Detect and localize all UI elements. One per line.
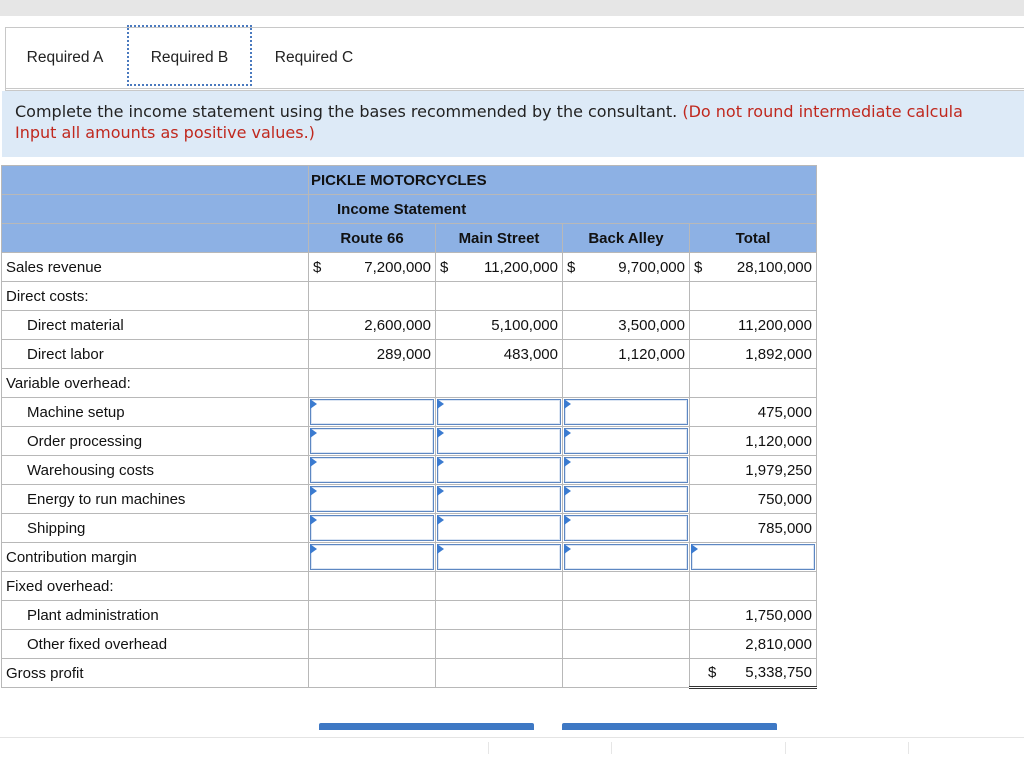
row-direct-costs (2, 282, 817, 311)
input-cell-route-66[interactable] (309, 485, 436, 514)
cell-value: 1,120,000 (563, 340, 690, 369)
row-label: Direct material (2, 311, 309, 340)
input-marker-icon (437, 515, 444, 525)
input-marker-icon (310, 457, 317, 467)
input-marker-icon (437, 428, 444, 438)
previous-button[interactable] (319, 723, 534, 730)
cell-value: $ 7,200,000 (309, 253, 436, 282)
company-header-row (2, 166, 817, 195)
row-label: Plant administration (2, 601, 309, 630)
input-cell-main-street[interactable] (436, 485, 563, 514)
row-label: Energy to run machines (2, 485, 309, 514)
row-label: Fixed overhead: (2, 572, 309, 601)
cell-value: 2,600,000 (309, 311, 436, 340)
input-cell-back-alley[interactable] (563, 456, 690, 485)
input-marker-icon (564, 486, 571, 496)
row-order-processing (2, 427, 817, 456)
next-button[interactable] (562, 723, 777, 730)
cell-value: 3,500,000 (563, 311, 690, 340)
input-cell-back-alley[interactable] (563, 485, 690, 514)
income-statement-table (1, 165, 817, 689)
input-marker-icon (437, 486, 444, 496)
input-marker-icon (310, 486, 317, 496)
row-warehousing-costs (2, 456, 817, 485)
input-marker-icon (564, 399, 571, 409)
row-contribution-margin (2, 543, 817, 572)
input-marker-icon (310, 428, 317, 438)
title-header-row (2, 195, 817, 224)
cell-total: 1,979,250 (690, 456, 817, 485)
instruction-text: Complete the income statement using the bases recommended by the consultant. (15, 102, 678, 121)
input-cell-main-street[interactable] (436, 456, 563, 485)
currency-symbol: $ (313, 258, 322, 276)
tab-required-b[interactable]: Required B (127, 25, 252, 86)
cell-value: 483,000 (436, 340, 563, 369)
row-fixed-overhead (2, 572, 817, 601)
tab-required-c[interactable]: Required C (274, 49, 354, 66)
cell-value: 289,000 (309, 340, 436, 369)
statement-title: Income Statement (309, 195, 817, 224)
row-direct-labor (2, 340, 817, 369)
footer-divider (785, 742, 786, 754)
row-other-fixed-overhead (2, 630, 817, 659)
input-marker-icon (310, 515, 317, 525)
cell-total: 1,750,000 (690, 601, 817, 630)
input-marker-icon (310, 399, 317, 409)
cell-total: 750,000 (690, 485, 817, 514)
footer-divider (611, 742, 612, 754)
cell-value: $ 28,100,000 (690, 253, 817, 282)
cell-value: $ 9,700,000 (563, 253, 690, 282)
input-cell-route-66[interactable] (309, 427, 436, 456)
row-label: Warehousing costs (2, 456, 309, 485)
input-cell-route-66[interactable] (309, 543, 436, 572)
company-name: PICKLE MOTORCYCLES (309, 166, 817, 195)
input-cell-main-street[interactable] (436, 398, 563, 427)
row-label: Machine setup (2, 398, 309, 427)
row-direct-material (2, 311, 817, 340)
input-cell-main-street[interactable] (436, 427, 563, 456)
footer-divider (908, 742, 909, 754)
row-shipping (2, 514, 817, 543)
currency-symbol: $ (708, 664, 717, 681)
row-plant-administration (2, 601, 817, 630)
cell-total: 475,000 (690, 398, 817, 427)
column-header-route-66: Route 66 (309, 224, 436, 253)
row-gross-profit (2, 659, 817, 688)
cell-total: 785,000 (690, 514, 817, 543)
cell-value: 5,100,000 (436, 311, 563, 340)
column-header-back-alley: Back Alley (563, 224, 690, 253)
tab-required-a[interactable]: Required A (26, 49, 104, 66)
input-marker-icon (437, 457, 444, 467)
input-marker-icon (564, 428, 571, 438)
column-header-total: Total (690, 224, 817, 253)
input-cell-route-66[interactable] (309, 514, 436, 543)
row-sales-revenue (2, 253, 817, 282)
column-header-main-street: Main Street (436, 224, 563, 253)
row-variable-overhead (2, 369, 817, 398)
row-label: Gross profit (2, 659, 309, 688)
input-cell-back-alley[interactable] (563, 427, 690, 456)
input-marker-icon (437, 399, 444, 409)
cell-value: 1,892,000 (690, 340, 817, 369)
input-cell-main-street[interactable] (436, 543, 563, 572)
currency-symbol: $ (440, 258, 449, 276)
row-label: Sales revenue (2, 253, 309, 282)
input-marker-icon (564, 544, 571, 554)
tab-divider (5, 88, 1024, 89)
cell-total: 1,120,000 (690, 427, 817, 456)
currency-symbol: $ (567, 258, 576, 276)
row-machine-setup (2, 398, 817, 427)
row-label: Variable overhead: (2, 369, 309, 398)
cell-value: $ 11,200,000 (436, 253, 563, 282)
row-label: Order processing (2, 427, 309, 456)
top-bar (0, 0, 1024, 16)
footer-divider (488, 742, 489, 754)
cell-value: 11,200,000 (690, 311, 817, 340)
input-cell-route-66[interactable] (309, 398, 436, 427)
input-marker-icon (564, 515, 571, 525)
input-marker-icon (310, 544, 317, 554)
input-marker-icon (437, 544, 444, 554)
footer-divider (0, 737, 1024, 738)
input-marker-icon (564, 457, 571, 467)
input-cell-back-alley[interactable] (563, 543, 690, 572)
row-label: Contribution margin (2, 543, 309, 572)
row-label: Shipping (2, 514, 309, 543)
row-energy (2, 485, 817, 514)
row-label: Direct costs: (2, 282, 309, 311)
row-label: Other fixed overhead (2, 630, 309, 659)
row-label: Direct labor (2, 340, 309, 369)
input-cell-back-alley[interactable] (563, 398, 690, 427)
cell-total: 2,810,000 (690, 630, 817, 659)
input-cell-route-66[interactable] (309, 456, 436, 485)
column-header-row (2, 224, 817, 253)
input-cell-main-street[interactable] (436, 514, 563, 543)
input-cell-back-alley[interactable] (563, 514, 690, 543)
instructions-panel (2, 91, 1024, 157)
input-cell-total[interactable] (690, 543, 817, 572)
instruction-note-2: Input all amounts as positive values.) (15, 123, 315, 142)
cell-total: $ 5,338,750 (690, 659, 817, 688)
currency-symbol: $ (694, 258, 703, 276)
instruction-note: (Do not round intermediate calcula (682, 102, 963, 121)
input-marker-icon (691, 544, 698, 554)
